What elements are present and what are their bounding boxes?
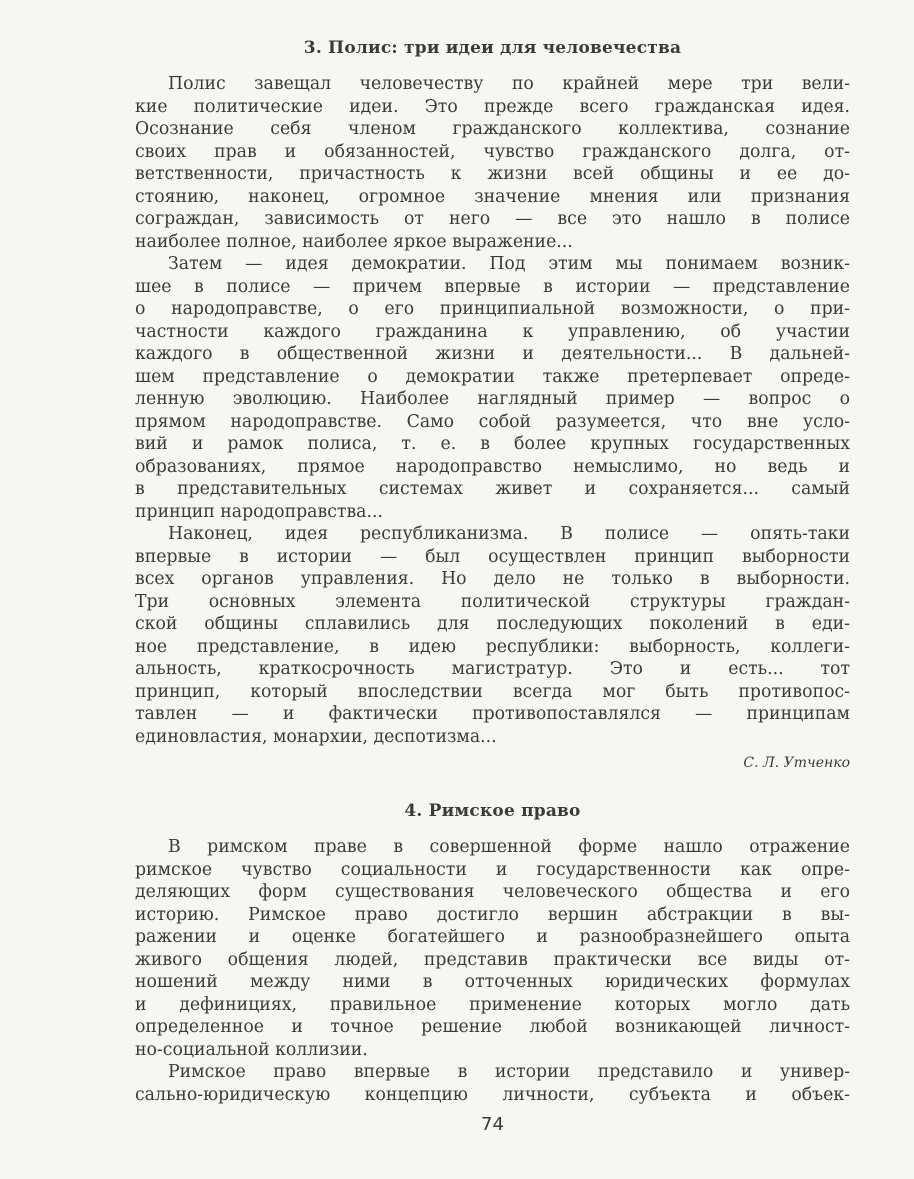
text-line: определенное и точное решение любой возникающей личност-	[135, 1017, 850, 1037]
page-number: 74	[481, 1114, 504, 1135]
text-line: принцип народоправства...	[135, 501, 383, 522]
text-line: ношений между ними в отточенных юридических формулах	[135, 972, 850, 992]
text-line: ное представление, в идею республики: выборность, коллеги-	[135, 636, 850, 657]
text-line: но-социальной коллизии.	[135, 1039, 368, 1060]
text-line: наиболее полное, наиболее яркое выражение...	[135, 231, 573, 252]
text-line: о народоправстве, о его принципиальной возможности, о при-	[135, 299, 850, 319]
text-line: шем представление о демократии также претерпевает опреде-	[135, 366, 850, 387]
text-line: Римское право впервые в истории представило и универ-	[168, 1062, 850, 1082]
text-line: альность, краткосрочность магистратур. Это и есть... тот	[135, 659, 850, 679]
text-line: историю. Римское право достигло вершин абстракции в вы-	[135, 904, 850, 925]
text-line: кие политические идеи. Это прежде всего гражданская идея.	[135, 96, 850, 117]
text-line: прямом народоправстве. Само собой разумеется, что вне усло-	[135, 411, 850, 432]
text-line: сально-юридическую концепцию личности, субъекта и объек-	[135, 1084, 850, 1105]
text-line: и дефинициях, правильное применение которых могло дать	[135, 994, 850, 1015]
text-line: образованиях, прямое народоправство немыслимо, но ведь и	[135, 456, 850, 477]
author-attribution: С. Л. Утченко	[743, 755, 850, 771]
text-line: шее в полисе — причем впервые в истории — представление	[135, 276, 850, 297]
text-line: частности каждого гражданина к управлению, об участии	[135, 321, 850, 342]
text-line: своих прав и обязанностей, чувство гражданского долга, от-	[135, 141, 850, 162]
text-line: единовластия, монархии, деспотизма...	[135, 726, 497, 747]
text-line: всех органов управления. Но дело не только в выборности.	[135, 569, 850, 589]
text-line: впервые в истории — был осуществлен принцип выборности	[135, 546, 850, 567]
text-line: Затем — идея демократии. Под этим мы понимаем возник-	[168, 254, 850, 274]
text-line: римское чувство социальности и государственности как опре-	[135, 859, 850, 880]
text-line: вий и рамок полиса, т. е. в более крупных государственных	[135, 434, 850, 454]
text-line: Полис завещал человечеству по крайней мере три вели-	[168, 74, 850, 94]
text-line: деляющих форм существования человеческого общества и его	[135, 882, 850, 902]
text-line: В римском праве в совершенной форме нашло отражение	[168, 837, 850, 857]
text-line: ленную эволюцию. Наиболее наглядный пример — вопрос о	[135, 389, 850, 409]
section-4-heading: 4. Римское право	[404, 801, 581, 821]
text-line: Осознание себя членом гражданского коллектива, сознание	[135, 119, 850, 139]
text-line: Наконец, идея республиканизма. В полисе — опять-таки	[168, 524, 850, 544]
text-line: ражении и оценке богатейшего и разнообразнейшего опыта	[135, 927, 850, 947]
section-3-body	[135, 73, 850, 748]
section-3-heading: 3. Полис: три идеи для человечества	[303, 38, 682, 58]
text-line: сограждан, зависимость от него — все это нашло в полисе	[135, 209, 850, 229]
text-line: тавлен — и фактически противопоставлялся — принципам	[135, 704, 850, 724]
text-line: живого общения людей, представив практически все виды от-	[135, 949, 850, 970]
text-line: ветственности, причастность к жизни всей общины и ее до-	[135, 164, 850, 184]
text-line: стоянию, наконец, огромное значение мнения или признания	[135, 186, 850, 207]
text-line: принцип, который впоследствии всегда мог быть противопос-	[135, 681, 850, 702]
text-line: каждого в общественной жизни и деятельности... В дальней-	[135, 344, 850, 364]
text-line: Три основных элемента политической структуры граждан-	[135, 591, 850, 612]
text-line: в представительных системах живет и сохраняется... самый	[135, 479, 850, 499]
text-line: ской общины сплавились для последующих поколений в еди-	[135, 614, 850, 634]
section-4-body	[135, 836, 850, 1106]
